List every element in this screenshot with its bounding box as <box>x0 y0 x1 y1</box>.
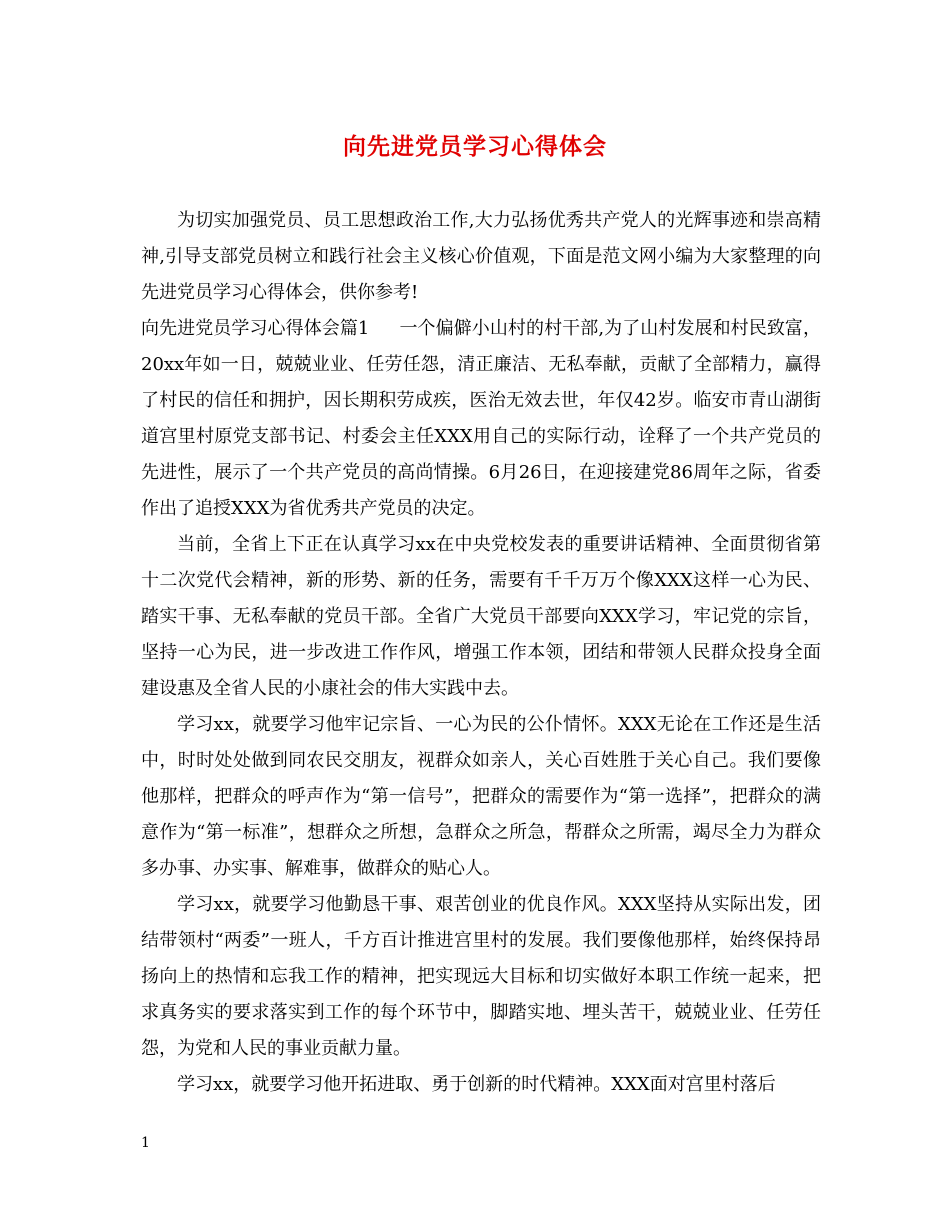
document-body <box>141 203 821 1103</box>
intro-paragraph: 为切实加强党员、员工思想政治工作,大力弘扬优秀共产党人的光辉事迹和崇高精神,引导支部党员树立和践行社会主义核心价值观，下面是范文网小编为大家整理的向先进党员学习心得体会，供你参考! <box>141 210 821 303</box>
paragraph-2: 当前，全省上下正在认真学习xx在中央党校发表的重要讲话精神、全面贯彻省第十二次党代会精神，新的形势、新的任务，需要有千千万万个像XXX这样一心为民、踏实干事、无私奉献的党员干部。全省广大党员干部要向XXX学习，牢记党的宗旨，坚持一心为民，进一步改进工作作风，增强工作本领，团结和带领人民群众投身全面建设惠及全省人民的小康社会的伟大实践中去。 <box>141 534 821 699</box>
section-paragraph-1 <box>141 311 821 527</box>
paragraph-5: 学习xx，就要学习他开拓进取、勇于创新的时代精神。XXX面对宫里村落后 <box>177 1074 776 1095</box>
document-title: 向先进党员学习心得体会 <box>343 133 607 160</box>
page-number: 1 <box>141 1135 150 1151</box>
paragraph-4: 学习xx，就要学习他勤恳干事、艰苦创业的优良作风。XXX坚持从实际出发，团结带领村“两委”一班人，千方百计推进宫里村的发展。我们要像他那样，始终保持昂扬向上的热情和忘我工作的精神，把实现远大目标和切实做好本职工作统一起来，把求真务实的要求落实到工作的每个环节中，脚踏实地、埋头苦干，兢兢业业、任劳任怨，为党和人民的事业贡献力量。 <box>141 894 821 1059</box>
section-heading: 向先进党员学习心得体会篇1 <box>141 318 370 339</box>
paragraph-3: 学习xx，就要学习他牢记宗旨、一心为民的公仆情怀。XXX无论在工作还是生活中，时时处处做到同农民交朋友，视群众如亲人，关心百姓胜于关心自己。我们要像他那样，把群众的呼声作为“第一信号”，把群众的需要作为“第一选择”，把群众的满意作为“第一标准”，想群众之所想，急群众之所急，帮群众之所需，竭尽全力为群众多办事、办实事、解难事，做群众的贴心人。 <box>141 714 821 879</box>
paragraph-1-text: 一个偏僻小山村的村干部,为了山村发展和村民致富，20xx年如一日，兢兢业业、任劳任怨，清正廉洁、无私奉献，贡献了全部精力，赢得了村民的信任和拥护，因长期积劳成疾，医治无效去世，年仅42岁。临安市青山湖街道宫里村原党支部书记、村委会主任XXX用自己的实际行动，诠释了一个共产党员的先进性，展示了一个共产党员的高尚情操。6月26日，在迎接建党86周年之际，省委作出了追授XXX为省优秀共产党员的决定。 <box>141 318 821 519</box>
